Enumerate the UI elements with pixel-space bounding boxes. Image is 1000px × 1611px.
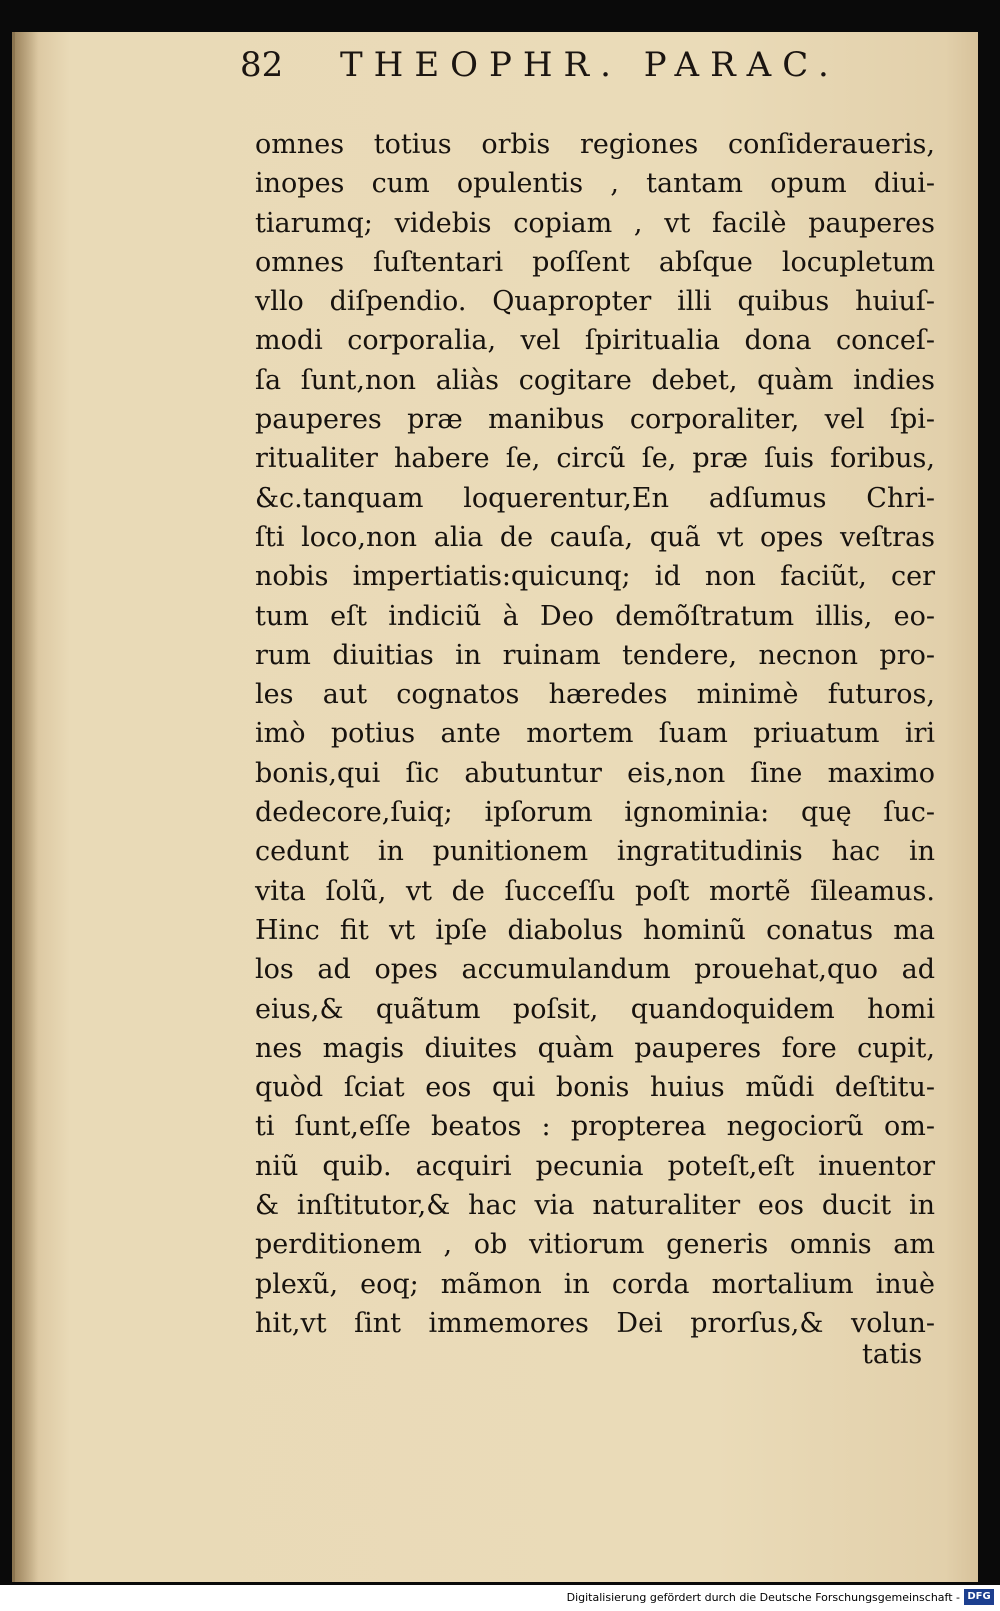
page-number: 82	[240, 45, 284, 85]
text-line: dedecore,ſuiq; ipſorum ignominia: quę ſuc-	[255, 797, 935, 829]
text-line: vllo diſpendio. Quapropter illi quibus huiuſ-	[255, 286, 935, 318]
text-line: tum eſt indiciũ à Deo demõſtratum illis, eo-	[255, 600, 935, 632]
text-line: imò potius ante mortem ſuam priuatum iri	[255, 718, 935, 750]
running-title: THEOPHR. PARAC.	[340, 45, 840, 85]
text-line: plexũ, eoq; mãmon in corda mortalium inuè	[255, 1268, 935, 1300]
funding-credit: Digitalisierung gefördert durch die Deutsche Forschungsgemeinschaft -	[566, 1591, 960, 1604]
body-text	[255, 125, 935, 1343]
text-line: nobis impertiatis:quicunq; id non faciũt, cer	[255, 561, 935, 593]
text-line: los ad opes accumulandum prouehat,quo ad	[255, 954, 935, 986]
text-line: vita ſolũ, vt de ſucceſſu poſt mortẽ ſileamus.	[255, 875, 935, 907]
text-line: quòd ſciat eos qui bonis huius mũdi deſtitu-	[255, 1072, 935, 1104]
text-line: omnes totius orbis regiones conſideraueris,	[255, 129, 935, 160]
text-line: niũ quib. acquiri pecunia poteſt,eſt inuentor	[255, 1150, 935, 1182]
text-line: eius,& quãtum poſsit, quandoquidem homi	[255, 993, 935, 1025]
text-line: cedunt in punitionem ingratitudinis hac in	[255, 836, 935, 868]
text-line: omnes ſuſtentari poſſent abſque locupletum	[255, 246, 935, 278]
text-line: nes magis diuites quàm pauperes fore cupit,	[255, 1032, 935, 1064]
text-line: modi corporalia, vel ſpiritualia dona conceſ-	[255, 325, 935, 357]
text-line: perditionem , ob vitiorum generis omnis am	[255, 1229, 935, 1261]
catchword: tatis	[862, 1339, 923, 1370]
text-line: hit,vt ſint immemores Dei prorſus,& volun-	[255, 1307, 935, 1339]
text-line: inopes cum opulentis , tantam opum diui-	[255, 168, 935, 200]
text-line: ſti loco,non alia de cauſa, quã vt opes veſtras	[255, 521, 935, 553]
text-line: & inſtitutor,& hac via naturaliter eos ducit in	[255, 1190, 935, 1222]
page-gutter-shadow	[15, 32, 39, 1582]
footer-bar	[0, 1585, 1000, 1611]
page-header	[240, 40, 880, 90]
text-line: rum diuitias in ruinam tendere, necnon pro-	[255, 639, 935, 671]
text-line: bonis,qui ſic abutuntur eis,non ſine maximo	[255, 757, 935, 789]
text-line: &c.tanquam loquerentur,En adſumus Chri-	[255, 482, 935, 514]
text-line: ſa ſunt,non aliàs cogitare debet, quàm indies	[255, 364, 935, 396]
dfg-logo: DFG	[964, 1589, 994, 1605]
text-line: ritualiter habere ſe, circũ ſe, præ ſuis foribus,	[255, 443, 935, 475]
text-line: tiarumq; videbis copiam , vt facilè pauperes	[255, 207, 935, 239]
text-line: les aut cognatos hæredes minimè futuros,	[255, 679, 935, 711]
text-line: Hinc fit vt ipſe diabolus hominũ conatus ma	[255, 914, 935, 946]
text-line: ti ſunt,eſſe beatos : propterea negociorũ om-	[255, 1111, 935, 1143]
text-line: pauperes præ manibus corporaliter, vel ſpi-	[255, 404, 935, 436]
